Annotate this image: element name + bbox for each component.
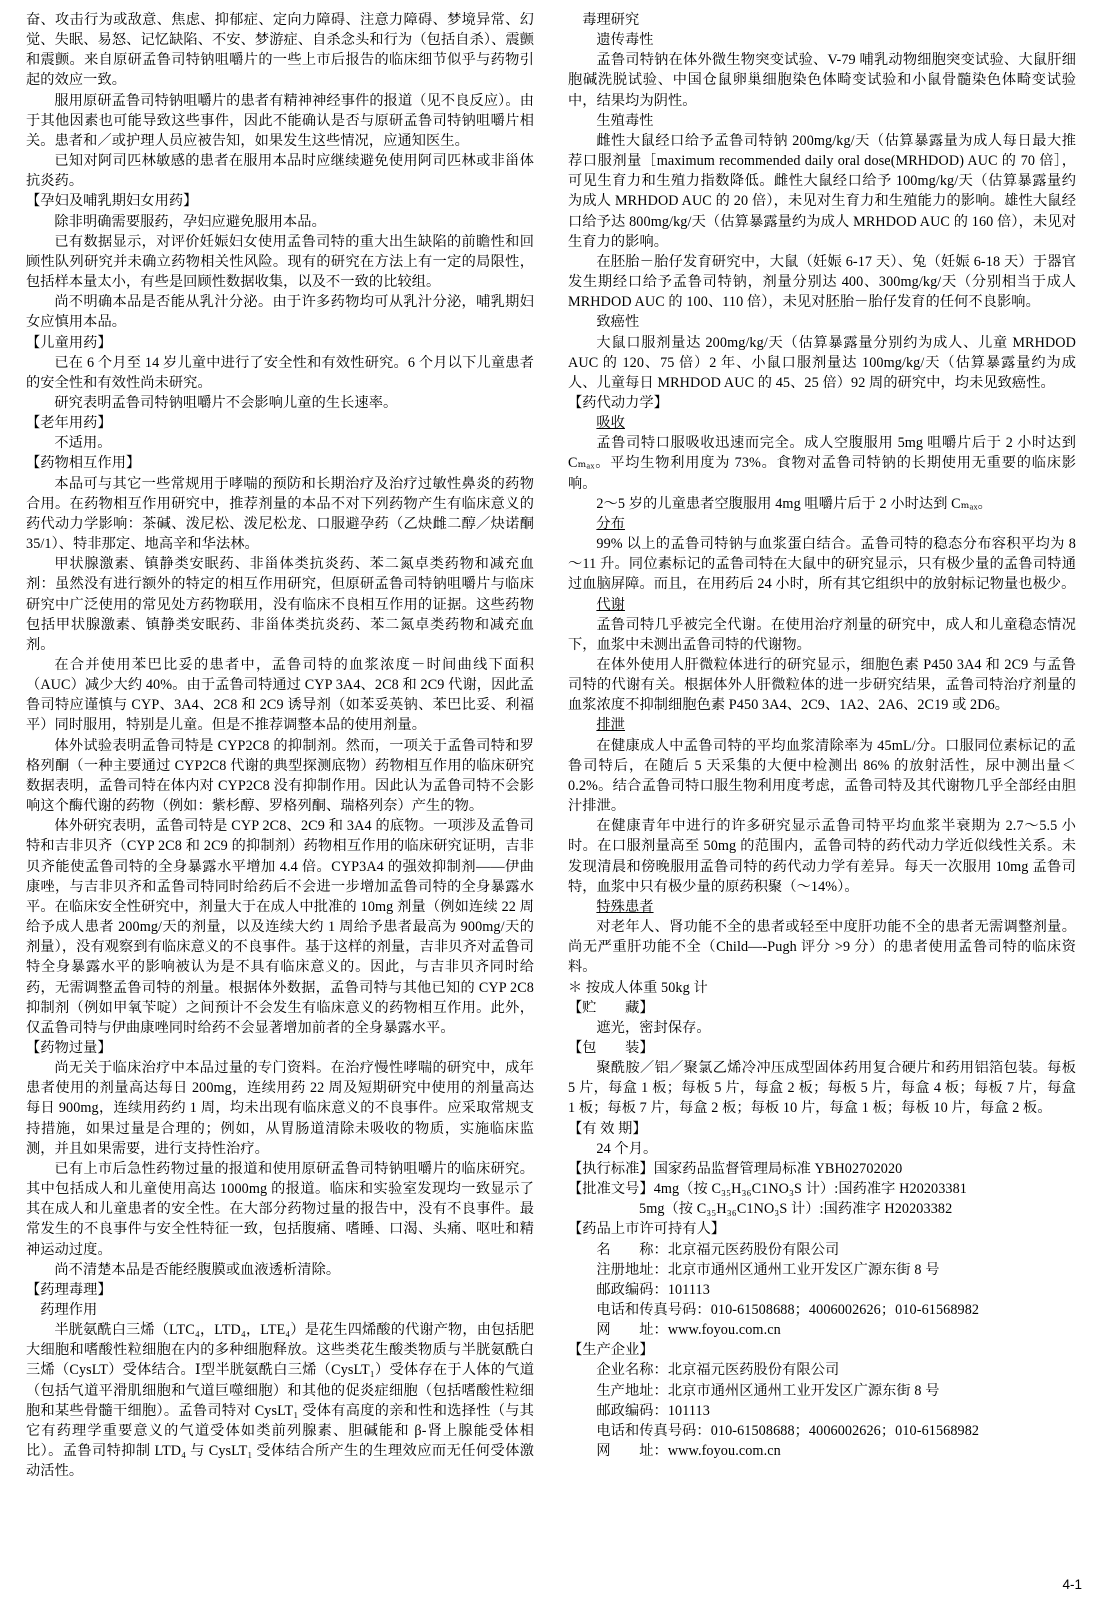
paragraph: 孟鲁司特几乎被完全代谢。在使用治疗剂量的研究中，成人和儿童稳态情况下，血浆中未测出孟鲁司特的代谢物。 [568, 616, 1076, 653]
section-heading: 【药品上市许可持有人】 [568, 1221, 726, 1238]
paragraph: 甲状腺激素、镇静类安眠药、非甾体类抗炎药、苯二氮卓类药物和减充血剂：虽然没有进行额外的特定的相互作用研究，但原研孟鲁司特钠咀嚼片与临床研究中广泛使用的常见处方药物联用，没有临床不良相互作用的证据。这些药物包括甲状腺激素、镇静类安眠药、非甾体类抗炎药、苯二氮卓类药物和减充血剂。 [26, 556, 534, 653]
paragraph: 在体外使用人肝微粒体进行的研究显示，细胞色素 P450 3A4 和 2C9 与孟鲁司特的代谢有关。根据体外人肝微粒体的进一步研究结果，孟鲁司特治疗剂量的血浆浓度不抑制细胞色素 P450 3A4、2C9、1A2、2A6、2C19 或 2D6。 [568, 657, 1076, 714]
info-line: 注册地址：北京市通州区通州工业开发区广源东街 8 号 [596, 1261, 940, 1278]
left-column [26, 10, 534, 1481]
paragraph: 奋、攻击行为或敌意、焦虑、抑郁症、定向力障碍、注意力障碍、梦境异常、幻觉、失眠、易怒、记忆缺陷、不安、梦游症、自杀念头和行为（包括自杀）、震颤和震颤。来自原研孟鲁司特钠咀嚼片的一些上市后报告的临床细节似乎与药物引起的效应一致。 [26, 12, 534, 89]
right-column [568, 10, 1076, 1461]
subsection-heading: 致癌性 [596, 314, 640, 331]
info-line: 企业名称：北京福元医药股份有限公司 [596, 1362, 840, 1379]
info-line: 生产地址：北京市通州区通州工业开发区广源东街 8 号 [596, 1382, 940, 1399]
page-number: 4-1 [1062, 1577, 1082, 1592]
section-heading: 【包 装】 [568, 1039, 654, 1056]
paragraph: 体外研究表明，孟鲁司特是 CYP 2C8、2C9 和 3A4 的底物。一项涉及孟鲁司特和吉非贝齐（CYP 2C8 和 2C9 的抑制剂）药物相互作用的临床研究证明，吉非贝齐能使孟鲁司特的全身暴露水平增加 4.4 倍。CYP3A4 的强效抑制剂——伊曲康唑，与吉非贝齐和孟鲁司特同时给药后不会进一步增加孟鲁司特的全身暴露水平。在临床安全性研究中，剂量大于在成人中批准的 10mg 剂量（例如连续 22 周给予成人患者 200mg/天的剂量，以及连续大约 1 周给予患者最高为 900mg/天的剂量），没有观察到有临床意义的不良事件。基于这样的剂量，吉非贝齐对孟鲁司特全身暴露水平的影响被认为是不具有临床意义的。因此，与吉非贝齐同时给药，无需调整孟鲁司特的剂量。根据体外数据，孟鲁司特与其他已知的 CYP 2C8 抑制剂（例如甲氧苄啶）之间预计不会发生有临床意义的药物相互作用。此外，仅孟鲁司特与伊曲康唑同时给药不会显著增加前者的全身暴露水平。 [26, 818, 534, 1036]
underlined-heading: 分布 [596, 515, 625, 532]
section-heading: 【药理毒理】 [26, 1281, 112, 1298]
paragraph: 尚不明确本品是否能从乳汁分泌。由于许多药物均可从乳汁分泌，哺乳期妇女应慎用本品。 [26, 294, 534, 331]
paragraph: 尚无关于临床治疗中本品过量的专门资料。在治疗慢性哮喘的研究中，成年患者使用的剂量高达每日 200mg，连续用药 22 周及短期研究中使用的剂量高达每日 900mg，连续用药约 1 周，均未出现有临床意义的不良事件。应采取常规支持措施，如果过量是合理的；例如，从胃肠道清除未吸收的物质，实施临床监测，并且如果需要，进行支持性治疗。 [26, 1060, 534, 1157]
subsection-heading: 药理作用 [40, 1302, 98, 1318]
paragraph: 已知对阿司匹林敏感的患者在服用本品时应继续避免使用阿司匹林或非甾体抗炎药。 [26, 153, 534, 190]
paragraph: 大鼠口服剂量达 200mg/kg/天（估算暴露量分别约为成人、儿童 MRHDOD AUC 的 120、75 倍）2 年、小鼠口服剂量达 100mg/kg/天（估算暴露量约为成人、儿童每日 MRHDOD AUC 的 45、25 倍）92 周的研究中，均未见致癌性。 [568, 334, 1076, 391]
underlined-heading: 代谢 [596, 596, 625, 613]
section-heading: 【生产企业】 [568, 1342, 654, 1359]
paragraph: 孟鲁司特钠在体外微生物突变试验、V-79 哺乳动物细胞突变试验、大鼠肝细胞碱洗脱试验、中国仓鼠卵巢细胞染色体畸变试验和小鼠骨髓染色体畸变试验中，结果均为阴性。 [568, 52, 1076, 109]
section-heading: 【儿童用药】 [26, 334, 112, 351]
section-heading: 【有 效 期】 [568, 1120, 647, 1137]
two-column-body [26, 10, 1082, 1481]
subsection-heading: 毒理研究 [582, 12, 640, 28]
section-heading: 【孕妇及哺乳期妇女用药】 [26, 193, 198, 210]
info-line: 网 址：www.foyou.com.cn [596, 1443, 781, 1460]
section-heading: 【药物过量】 [26, 1039, 112, 1056]
paragraph: 2～5 岁的儿童患者空腹服用 4mg 咀嚼片后于 2 小时达到 Cₘₐₓ。 [596, 495, 992, 512]
paragraph: 在胚胎－胎仔发育研究中，大鼠（妊娠 6-17 天）、兔（妊娠 6-18 天）于器官发生期经口给予孟鲁司特钠，剂量分别达 400、300mg/kg/天（分别相当于成人 MRHDOD AUC 的 100、110 倍），未见对胚胎－胎仔发育的任何不良影响。 [568, 253, 1076, 311]
paragraph: 在合并使用苯巴比妥的患者中，孟鲁司特的血浆浓度－时间曲线下面积（AUC）减少大约 40%。由于孟鲁司特通过 CYP 3A4、2C8 和 2C9 代谢，因此孟鲁司特应谨慎与 CYP、3A4、2C8 和 2C9 诱导剂（如苯妥英钠、苯巴比妥、利福平）同时服用，特别是儿童。但是不推荐调整本品的使用剂量。 [26, 657, 534, 734]
paragraph: 研究表明孟鲁司特钠咀嚼片不会影响儿童的生长速率。 [54, 394, 398, 411]
underlined-heading: 排泄 [596, 717, 625, 734]
paragraph: 已有数据显示，对评价妊娠妇女使用孟鲁司特的重大出生缺陷的前瞻性和回顾性队列研究并未确立药物相关性风险。现有的研究在方法上有一定的局限性，包括样本量太小，有些是回顾性数据收集，以及不一致的比较组。 [26, 233, 534, 291]
paragraph: 已有上市后急性药物过量的报道和使用原研孟鲁司特钠咀嚼片的临床研究。其中包括成人和儿童使用高达 1000mg 的报道。临床和实验室发现均一致显示了其在成人和儿童患者的安全性。在大部分药物过量的报告中，没有不良事件。最常发生的不良事件与安全性特征一致，包括腹痛、嗜睡、口渴、头痛、呕吐和精神运动过度。 [26, 1160, 534, 1258]
paragraph: 半胱氨酰白三烯（LTC₄，LTD₄，LTE₄）是花生四烯酸的代谢产物，由包括肥大细胞和嗜酸性粒细胞在内的多种细胞释放。这些类花生酸类物质与半胱氨酰白三烯（CysLT）受体结合。Ⅰ型半胱氨酰白三烯（CysLT₁）受体存在于人体的气道（包括气道平滑肌细胞和气道巨噬细胞）和其他的促炎症细胞（包括嗜酸性粒细胞和某些骨髓干细胞）。孟鲁司特对 CysLT₁ 受体有高度的亲和性和选择性（与其它有药理学重要意义的气道受体如类前列腺素、胆碱能和 β-肾上腺能受体相比）。孟鲁司特抑制 LTD₄ 与 CysLT₁ 受体结合所产生的生理效应而无任何受体激动活性。 [26, 1322, 534, 1480]
info-line: 电话和传真号码：010-61508688；4006002626；010-61568982 [596, 1422, 980, 1439]
paragraph: 遮光，密封保存。 [596, 1019, 711, 1036]
section-heading: 【药物相互作用】 [26, 455, 141, 472]
underlined-heading: 特殊患者 [596, 898, 654, 915]
paragraph: 尚不清楚本品是否能经腹膜或血液透析清除。 [54, 1261, 341, 1278]
paragraph: 对老年人、肾功能不全的患者或轻至中度肝功能不全的患者无需调整剂量。尚无严重肝功能不全（Child—-Pugh 评分 >9 分）的患者使用孟鲁司特的临床资料。 [568, 919, 1076, 976]
paragraph: 孟鲁司特口服吸收迅速而完全。成人空腹服用 5mg 咀嚼片后于 2 小时达到 Cₘₐₓ。平均生物利用度为 73%。食物对孟鲁司特钠的长期使用无重要的临床影响。 [568, 435, 1076, 492]
paragraph: 99% 以上的孟鲁司特钠与血浆蛋白结合。孟鲁司特的稳态分布容积平均为 8～11 升。同位素标记的孟鲁司特在大鼠中的研究显示，只有极少量的孟鲁司特通过血脑屏障。而且，在用药后 24 小时，所有其它组织中的放射标记物量也极少。 [568, 536, 1076, 593]
paragraph: 除非明确需要服药，孕妇应避免服用本品。 [54, 213, 326, 230]
section-heading: 【贮 藏】 [568, 999, 654, 1016]
paragraph: 本品可与其它一些常规用于哮喘的预防和长期治疗及治疗过敏性鼻炎的药物合用。在药物相互作用研究中，推荐剂量的本品不对下列药物产生有临床意义的药代动力学影响：茶碱、泼尼松、泼尼松龙、口服避孕药（乙炔雌二醇／炔诺酮 35/1）、特非那定、地高辛和华法林。 [26, 475, 534, 553]
info-line: 邮政编码：101113 [596, 1402, 710, 1419]
paragraph: 雌性大鼠经口给予孟鲁司特钠 200mg/kg/天（估算暴露量为成人每日最大推荐口服剂量［maximum recommended daily oral dose(MRHDOD) AUC 的 70 倍］，可见生育力和生殖力指数降低。雌性大鼠经口给予 100mg/kg/天（估算暴露量约为成人 MRHDOD AUC 的 20 倍），未见对生育力和生殖能力的影响。雄性大鼠经口给予达 800mg/kg/天（估算暴露量约为成人 MRHDOD AUC 的 160 倍），未见对生育力的影响。 [568, 132, 1076, 250]
subsection-heading: 生殖毒性 [596, 112, 654, 129]
subsection-heading: 遗传毒性 [596, 32, 654, 49]
approval-number-secondary: 5mg（按 C₃₅H₃₆C1NO₃S 计）:国药准字 H20203382 [639, 1201, 953, 1218]
section-heading: 【药代动力学】 [568, 394, 669, 411]
paragraph: 不适用。 [54, 435, 112, 452]
paragraph: 在健康成人中孟鲁司特的平均血浆清除率为 45mL/分。口服同位素标记的孟鲁司特后，在随后 5 天采集的大便中检测出 86% 的放射活性，尿中测出量＜0.2%。结合孟鲁司特口服生物利用度考虑，孟鲁司特及其代谢物几乎全部经由胆汁排泄。 [568, 737, 1076, 815]
footnote: ＊ 按成人体重 50kg 计 [568, 979, 708, 996]
info-line: 名 称：北京福元医药股份有限公司 [596, 1241, 840, 1258]
section-heading-inline: 【批准文号】4mg（按 C₃₅H₃₆C1NO₃S 计）:国药准字 H20203381 [568, 1181, 968, 1198]
paragraph: 已在 6 个月至 14 岁儿童中进行了安全性和有效性研究。6 个月以下儿童患者的安全性和有效性尚未研究。 [26, 354, 534, 391]
underlined-heading: 吸收 [596, 415, 625, 432]
info-line: 网 址：www.foyou.com.cn [596, 1322, 781, 1339]
paragraph: 体外试验表明孟鲁司特是 CYP2C8 的抑制剂。然而，一项关于孟鲁司特和罗格列酮（一种主要通过 CYP2C8 代谢的典型探测底物）药物相互作用的临床研究数据表明，孟鲁司特在体内对 CYP2C8 没有抑制作用。因此认为孟鲁司特不会影响这个酶代谢的药物（例如：紫杉醇、罗格列酮、瑞格列奈）产生的物。 [26, 737, 534, 815]
paragraph: 在健康青年中进行的许多研究显示孟鲁司特平均血浆半衰期为 2.7～5.5 小时。在口服剂量高至 50mg 的范围内，孟鲁司特的药代动力学近似线性关系。未发现清晨和傍晚服用孟鲁司特的药代动力学有差异。每天一次服用 10mg 孟鲁司特，血浆中只有极少量的原药积聚（～14%）。 [568, 818, 1076, 895]
info-line: 邮政编码：101113 [596, 1281, 710, 1298]
paragraph: 24 个月。 [596, 1140, 658, 1157]
section-heading: 【老年用药】 [26, 415, 112, 432]
paragraph: 聚酰胺／铝／聚氯乙烯冷冲压成型固体药用复合硬片和药用铝箔包装。每板 5 片，每盒 1 板；每板 5 片，每盒 2 板；每板 5 片，每盒 4 板；每板 7 片，每盒 1 板；每板 7 片，每盒 2 板；每板 10 片，每盒 1 板；每板 10 片，每盒 2 板。 [568, 1060, 1076, 1117]
info-line: 电话和传真号码：010-61508688；4006002626；010-61568982 [596, 1302, 980, 1318]
paragraph: 服用原研孟鲁司特钠咀嚼片的患者有精神神经事件的报道（见不良反应）。由于其他因素也可能导致这些事件，因此不能确认是否与原研孟鲁司特钠咀嚼片相关。患者和／或护理人员应被告知，如果发生这些情况，应通知医生。 [26, 92, 534, 149]
section-heading-inline: 【执行标准】国家药品监督管理局标准 YBH02702020 [568, 1160, 903, 1177]
